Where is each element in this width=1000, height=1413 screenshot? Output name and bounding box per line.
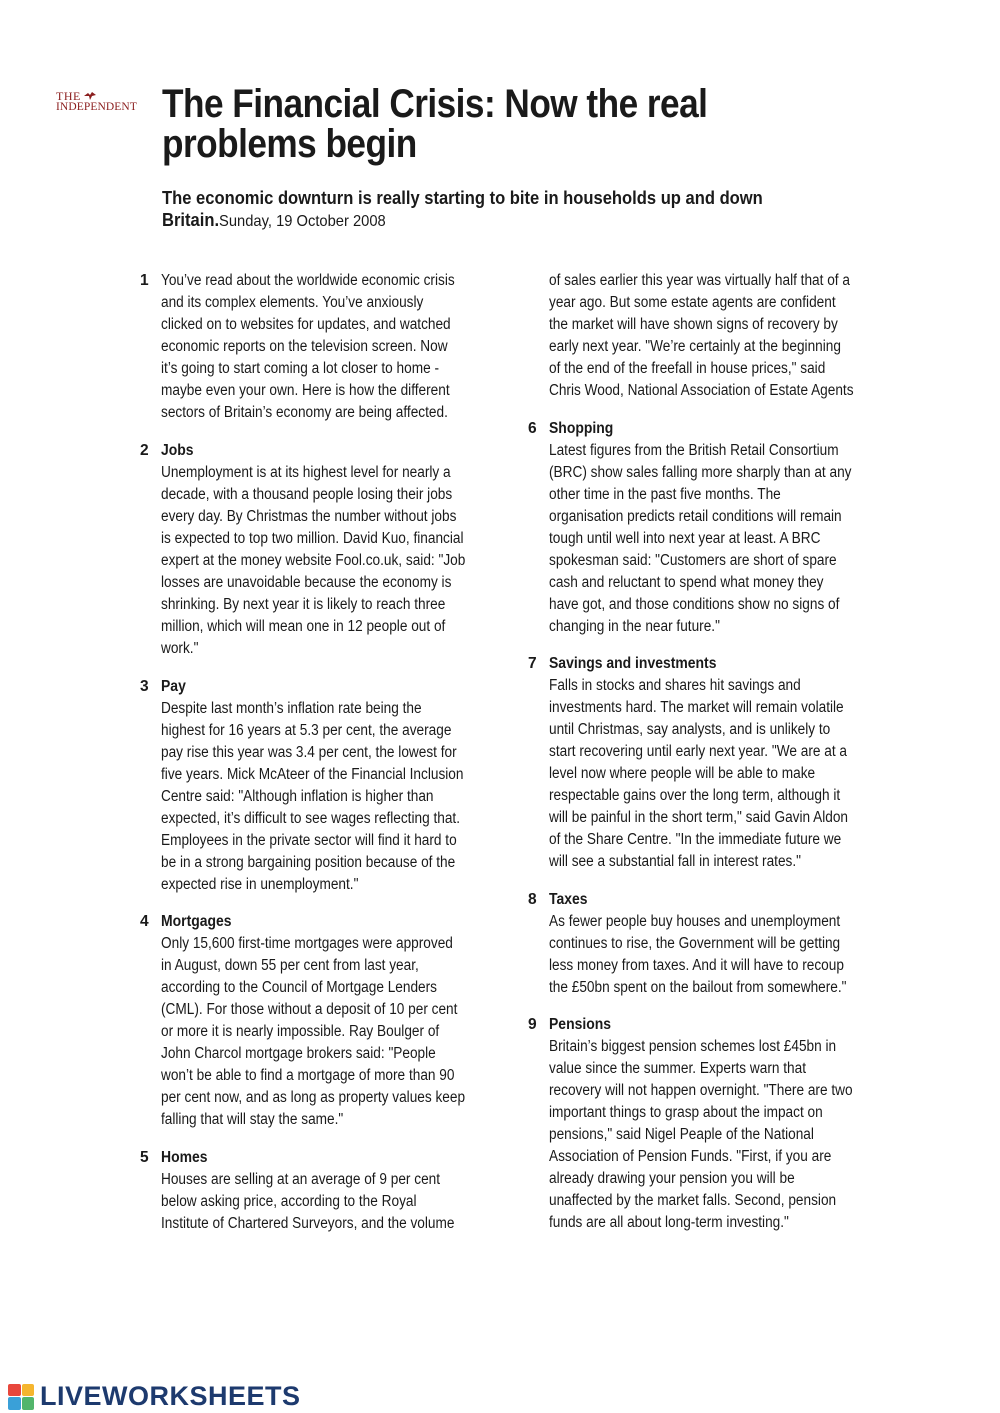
section-heading: Savings and investments bbox=[549, 655, 717, 672]
cube-tile bbox=[8, 1397, 21, 1410]
section-heading: Mortgages bbox=[161, 913, 232, 930]
section-number: 9 bbox=[528, 1016, 537, 1033]
section-heading: Pensions bbox=[549, 1016, 612, 1033]
newspaper-masthead bbox=[56, 90, 160, 114]
section-heading: Pay bbox=[161, 678, 186, 695]
section-text: Falls in stocks and shares hit savings and investments hard. The market will remain volatile until Christmas, say analysts, and is unlikely to start recovering until early next year. "We are at a level now where people will be able to make respectable gains over the long term, although it will be painful in the short term," said Gavin Aldon of the Share Centre. "In the immediate future we will see a substantial fall in interest rates." bbox=[549, 677, 849, 870]
masthead-independent: INDEPENDENT bbox=[56, 101, 137, 113]
section-5-continued bbox=[528, 270, 923, 402]
section-text: You’ve read about the worldwide economic crisis and its complex elements. You’ve anxiously clicked on to websites for updates, and watched economic reports on the television screen. Now it’s going to start coming a lot closer to home - maybe even your own. Here is how the different sectors of Britain’s economy are being affected. bbox=[161, 272, 455, 421]
section-number: 1 bbox=[140, 272, 149, 289]
section-4-mortgages bbox=[140, 911, 535, 1131]
section-3-pay bbox=[140, 676, 535, 896]
section-heading: Shopping bbox=[549, 420, 614, 437]
masthead-the: THE bbox=[56, 89, 81, 103]
section-2-jobs bbox=[140, 440, 535, 660]
section-text: Latest figures from the British Retail Consortium (BRC) show sales falling more sharply than at any other time in the past five months. The organisation predicts retail conditions will remain tough until well into next year at least. A BRC spokesman said: "Customers are short of spare cash and reluctant to spend what money they have got, and those conditions show no signs of changing in the near future." bbox=[549, 442, 852, 635]
section-1 bbox=[140, 270, 535, 424]
section-text: of sales earlier this year was virtually half that of a year ago. But some estate agents are confident the market will have shown signs of recovery by early next year. "We’re certainly at the beginning of the end of the freefall in house prices," said Chris Wood, National Association of Estate Agents bbox=[549, 272, 854, 399]
section-heading: Jobs bbox=[161, 442, 194, 459]
section-8-taxes bbox=[528, 889, 923, 999]
cube-tile bbox=[8, 1384, 21, 1397]
section-number: 2 bbox=[140, 442, 149, 459]
section-number: 7 bbox=[528, 655, 537, 672]
liveworksheets-logo[interactable] bbox=[8, 1381, 301, 1412]
liveworksheets-cube-icon bbox=[8, 1384, 34, 1410]
article-date: Sunday, 19 October 2008 bbox=[219, 213, 386, 230]
section-number: 3 bbox=[140, 678, 149, 695]
section-number: 4 bbox=[140, 913, 149, 930]
article-title: The Financial Crisis: Now the real problems begin bbox=[162, 82, 708, 166]
section-number: 5 bbox=[140, 1149, 149, 1166]
cube-tile bbox=[22, 1384, 35, 1397]
cube-tile bbox=[22, 1397, 35, 1410]
section-5-homes bbox=[140, 1147, 535, 1235]
section-text: Unemployment is at its highest level for nearly a decade, with a thousand people losing their jobs every day. By Christmas the number without jobs is expected to top two million. David Kuo, financial expert at the money website Fool.co.uk, said: "Job losses are unavoidable because the economy is shrinking. By next year it is likely to reach three million, which will mean one in 12 people out of work." bbox=[161, 464, 466, 657]
section-9-pensions bbox=[528, 1014, 923, 1234]
section-text: As fewer people buy houses and unemployment continues to rise, the Government will be getting less money from taxes. And it will have to recoup the £50bn spent on the bailout from somewhere." bbox=[549, 913, 847, 996]
article-standfirst bbox=[162, 187, 861, 233]
section-number: 6 bbox=[528, 420, 537, 437]
section-7-savings bbox=[528, 653, 923, 873]
section-number: 8 bbox=[528, 891, 537, 908]
section-heading: Homes bbox=[161, 1149, 208, 1166]
section-text: Britain’s biggest pension schemes lost £45bn in value since the summer. Experts warn that recovery will not happen overnight. "There are two important things to grasp about the impact on pensions," said Nigel Peaple of the National Association of Pension Funds. "First, if you are already drawing your pension you will be unaffected by the market falls. Second, pension funds are all about long-term investing." bbox=[549, 1038, 853, 1231]
section-6-shopping bbox=[528, 418, 923, 638]
section-text: Houses are selling at an average of 9 per cent below asking price, according to the Royal Institute of Chartered Surveyors, and the volume bbox=[161, 1171, 455, 1232]
section-heading: Taxes bbox=[549, 891, 588, 908]
section-text: Despite last month’s inflation rate being the highest for 16 years at 5.3 per cent, the average pay rise this year was 3.4 per cent, the lowest for five years. Mick McAteer of the Financial Inclusion Centre said: "Although inflation is higher than expected, it’s difficult to see wages reflecting that. Employees in the private sector will find it hard to be in a strong bargaining position because of the expected rise in unemployment." bbox=[161, 700, 464, 893]
liveworksheets-brand: LIVEWORKSHEETS bbox=[40, 1381, 301, 1411]
section-text: Only 15,600 first-time mortgages were approved in August, down 55 per cent from last year, according to the Council of Mortgage Lenders (CML). For those without a deposit of 10 per cent or more it is nearly impossible. Ray Boulger of John Charcol mortgage brokers said: "People won’t be able to find a mortgage of more than 90 per cent now, and as long as property values keep falling that will stay the same." bbox=[161, 935, 466, 1128]
standfirst-text: The economic downturn is really starting to bite in households up and down Britain. bbox=[162, 188, 763, 230]
